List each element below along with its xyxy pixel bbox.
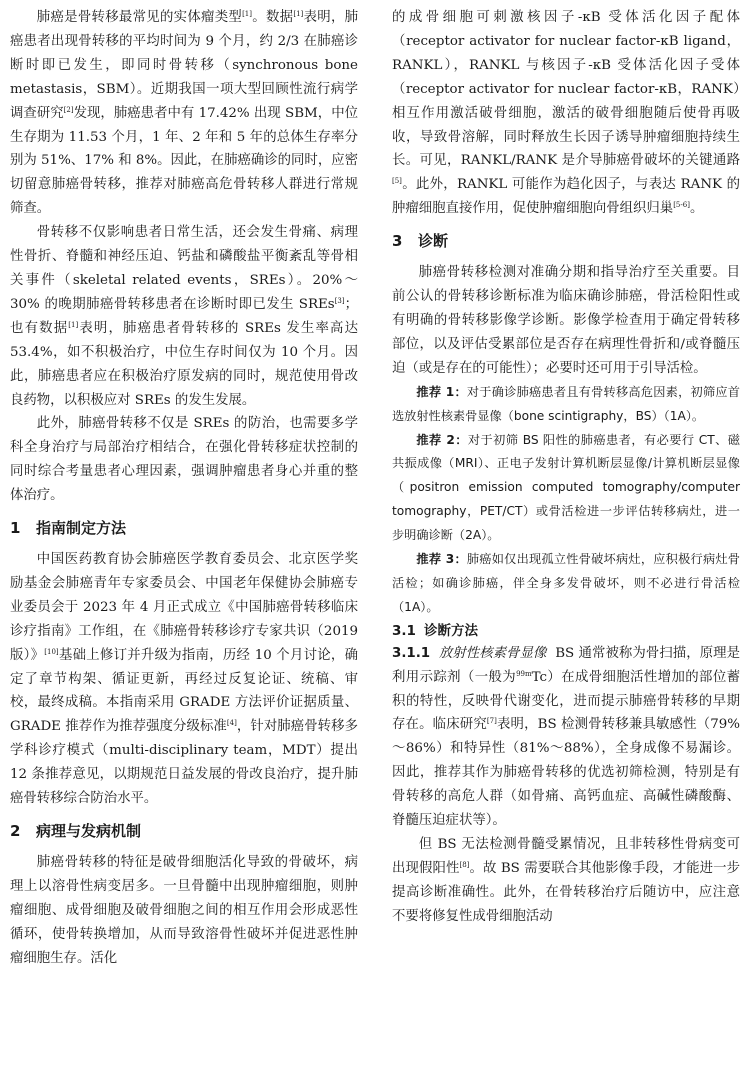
paragraph-pathology: 肺癌骨转移的特征是破骨细胞活化导致的骨破坏，病理上以溶骨性病变居多。一旦骨髓中出现肿瘤细胞，则肿瘤细胞、成骨细胞及破骨细胞之间的相互作用会形成恶性循环，使骨转换增加，从而导致溶骨性破坏并促进恶性肿瘤细胞生存。活化 xyxy=(10,855,358,966)
citation[interactable]: [1] xyxy=(242,10,252,18)
section-heading-pathology: 2 病理与发病机制 xyxy=(10,822,142,840)
citation[interactable]: [3] xyxy=(334,296,345,305)
citation[interactable]: [2] xyxy=(63,105,74,114)
paragraph-bone-scan: 3.1.1 放射性核素骨显像 BS 通常被称为骨扫描，原理是利用示踪剂（一般为$^{99m}$Tc）在成骨细胞活性增加的部位蓄积的特性，反映骨代谢变化，进而提示肺癌骨转移的早期存在。临床研究[7]表明，BS 检测骨转移兼具敏感性（79%～86%）和特异性（81%～88%），全身成像不易漏诊。因此，推荐其作为肺癌骨转移的优选初筛检测，特别是有骨转移的高危人群（如骨痛、高钙血症、高碱性磷酸酶、脊髓压迫症状等）。 xyxy=(392,645,741,829)
paragraph-sres: 骨转移不仅影响患者日常生活，还会发生骨痛、病理性骨折、脊髓和神经压迫、钙盐和磷酸盐平衡紊乱等骨相关事件（skeletal related events，SREs）。20%～30% 的晚期肺癌骨转移患者在诊断时即已发生 SREs[3]；也有数据[1]表明，肺癌患者骨转移的 SREs 发生率高达 53.4%，如不积极治疗，中位生存时间仅为 10 个月。因此，肺癌患者应在积极治疗原发病的同时，规范使用骨改良药物，以积极应对 SREs 的发生发展。 xyxy=(10,225,358,408)
paragraph-incidence: 肺癌是骨转移最常见的实体瘤类型[1]。数据[1]表明，肺癌患者出现骨转移的平均时间为 9 个月，约 2/3 在肺癌诊断时即已发生，即同时骨转移（synchronous bone metastasis，SBM）。近期我国一项大型回顾性流行病学调查研究[2]发现，肺癌患者中有 17.42% 出现 SBM，中位生存期为 11.53 个月，1 年、2 年和 5 年的总体生存率分别为 51%、17% 和 8%。因此，在肺癌确诊的同时，应密切留意肺癌骨转移，推荐对肺癌高危骨转移人群进行常规筛查。 xyxy=(10,10,359,217)
right-column xyxy=(392,6,740,929)
recommendation-3: 推荐 3：肺癌如仅出现孤立性骨破坏病灶，应积极行病灶骨活检；如确诊肺癌，伴全身多发骨破坏，则不必进行骨活检（1A）。 xyxy=(392,552,740,614)
citation[interactable]: [5-6] xyxy=(673,201,690,210)
subsection-heading-methods: 3.1 诊断方法 xyxy=(392,622,478,639)
paragraph-bs-limitations: 但 BS 无法检测骨髓受累情况，且非转移性骨病变可出现假阳性[8]。故 BS 需要联合其他影像手段，才能进一步提高诊断准确性。此外，在骨转移治疗后随访中，应注意不要将修复性成骨细胞活动 xyxy=(392,837,740,924)
citation[interactable]: [10] xyxy=(44,647,59,656)
section-heading-diagnosis: 3 诊断 xyxy=(392,232,449,251)
left-column xyxy=(10,6,358,971)
citation[interactable]: [7] xyxy=(486,717,497,726)
citation[interactable]: [1] xyxy=(68,320,79,329)
recommendation-1: 推荐 1：对于确诊肺癌患者且有骨转移高危因素，初筛应首选放射性核素骨显像（bone scintigraphy，BS）（1A）。 xyxy=(392,384,740,423)
citation[interactable]: [1] xyxy=(293,10,304,18)
citation[interactable]: [4] xyxy=(226,719,237,728)
recommendation-label: 推荐 3： xyxy=(416,552,467,567)
paragraph-diagnosis: 肺癌骨转移检测对准确分期和指导治疗至关重要。目前公认的骨转移诊断标准为临床确诊肺癌，骨活检阳性或有明确的骨转移影像学诊断。影像学检查用于确定骨转移部位，以及评估受累部位是否存在病理性骨折和/或脊髓压迫（或是存在的可能性）；必要时还可用于引导活检。 xyxy=(392,265,740,376)
recommendation-label: 推荐 2： xyxy=(416,432,468,447)
citation[interactable]: [5] xyxy=(392,177,402,186)
section-heading-methods: 1 指南制定方法 xyxy=(10,519,127,538)
recommendation-label: 推荐 1： xyxy=(416,384,467,399)
paragraph-methods: 中国医药教育协会肺癌医学教育委员会、北京医学奖励基金会肺癌青年专家委员会、中国老年保健协会肺癌专业委员会于 2023 年 4 月正式成立《中国肺癌骨转移临床诊疗指南》工作组，在《肺癌骨转移诊疗专家共识（2019 版）》[10]基础上修订并升级为指南，历经 10 个月讨论，确定了章节构架、循证更新，再经过反复论证、统稿、审校，最终成稿。本指南采用 GRADE 方法评价证据质量、GRADE 推荐作为推荐强度分级标准[4]，针对肺癌骨转移多学科诊疗模式（multi-disciplinary team，MDT）提出 12 条推荐意见，以期规范日益发展的骨改良治疗，提升肺癌骨转移综合防治水平。 xyxy=(10,552,359,807)
paragraph-rankl: 的成骨细胞可刺激核因子-κB 受体活化因子配体（receptor activator for nuclear factor-κB ligand，RANKL），RANKL 与核因子-κB 受体活化因子受体（receptor activator for nuclear factor-κB，RANK）相互作用激活破骨细胞，激活的破骨细胞随后使骨再吸收，导致骨溶解，同时释放生长因子诱导肿瘤细胞持续生长。可见，RANKL/RANK 是介导肺癌骨破坏的关键通路[5]。此外，RANKL 可能作为趋化因子，与表达 RANK 的肿瘤细胞直接作用，促使肿瘤细胞向骨组织归巢[5-6]。 xyxy=(392,10,740,217)
paragraph-multidisciplinary: 此外，肺癌骨转移不仅是 SREs 的防治，也需要多学科全身治疗与局部治疗相结合，在强化骨转移症状控制的同时综合考量患者心理因素，强调肿瘤患者身心并重的整体治疗。 xyxy=(10,416,358,504)
citation[interactable]: [8] xyxy=(459,860,470,869)
recommendation-2: 推荐 2：对于初筛 BS 阳性的肺癌患者，有必要行 CT、磁共振成像（MRI）、正电子发射计算机断层显像/计算机断层显像（positron emission computed tomography/computer tomography，PET/CT）或骨活检进一步评估转移病灶，进一步明确诊断（2A）。 xyxy=(392,432,740,543)
